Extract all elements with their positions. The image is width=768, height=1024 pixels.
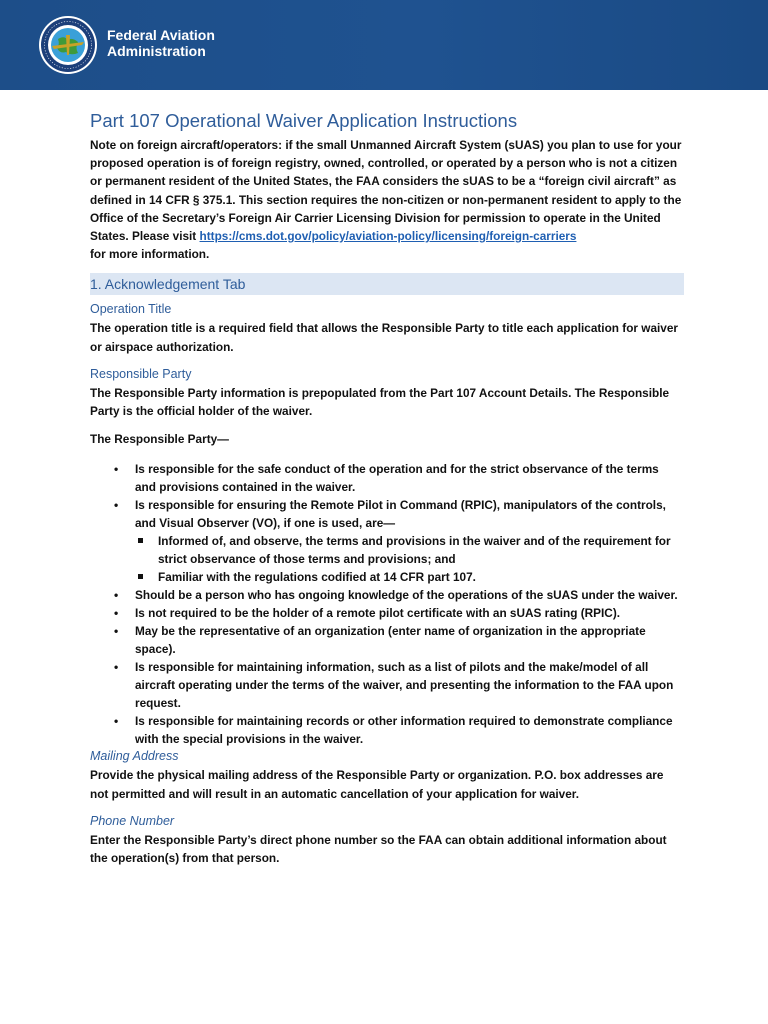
list-item: • Is responsible for maintaining information, such as a list of pilots and the make/model of all aircraft operating under the terms of the waiver, and presenting the information to the FAA upon request. bbox=[114, 660, 674, 711]
sub-list bbox=[135, 532, 682, 586]
square-bullet-icon bbox=[138, 538, 143, 543]
responsible-party-text: The Responsible Party information is prepopulated from the Part 107 Account Details. The Responsible Party is the official holder of the waiver. bbox=[90, 385, 670, 419]
bullet-icon: • bbox=[114, 606, 119, 621]
page-title: Part 107 Operational Waiver Application Instructions bbox=[90, 110, 518, 131]
mailing-address-heading: Mailing Address bbox=[90, 749, 179, 764]
agency-name-line1: Federal Aviation bbox=[107, 27, 215, 43]
sub-list-item: Familiar with the regulations codified at 14 CFR part 107. bbox=[135, 568, 682, 586]
bullet-icon: • bbox=[114, 462, 119, 477]
bullet-icon: • bbox=[114, 498, 119, 513]
foreign-carriers-link[interactable]: https://cms.dot.gov/policy/aviation-policy/licensing/foreign-carriers bbox=[199, 229, 577, 244]
phone-number-heading: Phone Number bbox=[90, 813, 175, 828]
note-tail: for more information. bbox=[90, 247, 210, 262]
agency-name-line2: Administration bbox=[107, 43, 206, 59]
bullet-icon: • bbox=[114, 660, 119, 675]
agency-name bbox=[107, 27, 215, 59]
list-item: • Is responsible for ensuring the Remote Pilot in Command (RPIC), manipulators of the controls, and Visual Observer (VO), if one is used, are— Informed of, and observe, the terms and provisions in the waiver and of the requirement for strict observance of those terms and provisions; and Familiar with the regulations codified at 14 CFR part 107. bbox=[112, 496, 682, 586]
foreign-aircraft-note bbox=[90, 136, 682, 263]
bullet-icon: • bbox=[114, 624, 119, 639]
faa-header-banner bbox=[0, 0, 768, 90]
phone-number-text: Enter the Responsible Party’s direct phone number so the FAA can obtain additional information about the operation(s) from that person. bbox=[90, 832, 667, 866]
list-item: • Is responsible for the safe conduct of the operation and for the strict observance of the terms and provisions contained in the waiver. bbox=[114, 462, 659, 495]
list-item: • Is responsible for maintaining records or other information required to demonstrate compliance with the special provisions in the waiver. bbox=[114, 714, 673, 747]
mailing-address-text: Provide the physical mailing address of the Responsible Party or organization. P.O. box addresses are not permitted and will result in an automatic cancellation of your application for waiver. bbox=[90, 768, 664, 801]
sub-list-item: Informed of, and observe, the terms and provisions in the waiver and of the requirement for strict observance of those terms and provisions; and bbox=[135, 532, 682, 568]
responsible-party-list bbox=[90, 460, 682, 748]
responsible-party-intro: The Responsible Party— bbox=[90, 432, 229, 447]
bullet-icon: • bbox=[114, 714, 119, 729]
faa-seal-icon bbox=[38, 15, 98, 75]
document-body bbox=[90, 108, 682, 867]
section-heading-acknowledgement: 1. Acknowledgement Tab bbox=[90, 273, 684, 295]
operation-title-heading: Operation Title bbox=[90, 302, 172, 317]
bullet-icon: • bbox=[114, 588, 119, 603]
list-item: • Should be a person who has ongoing knowledge of the operations of the sUAS under the waiver. bbox=[114, 588, 678, 603]
list-item: • Is not required to be the holder of a remote pilot certificate with an sUAS rating (RPIC). bbox=[114, 606, 621, 621]
list-item: • May be the representative of an organization (enter name of organization in the appropriate space). bbox=[114, 624, 646, 657]
square-bullet-icon bbox=[138, 574, 143, 579]
note-text: Note on foreign aircraft/operators: if the small Unmanned Aircraft System (sUAS) you plan to use for your proposed operation is of foreign registry, owned, controlled, or operated by a person who is not a citizen or permanent resident of the United States, the FAA considers the sUAS to be a “foreign civil aircraft” as defined in 14 CFR § 375.1. This section requires the non-citizen or non-permanent resident to apply to the Office of the Secretary’s Foreign Air Carrier Licensing Division for permission to operate in the United States. Please visit bbox=[90, 138, 682, 244]
responsible-party-heading: Responsible Party bbox=[90, 366, 192, 381]
operation-title-text: The operation title is a required field that allows the Responsible Party to title each application for waiver or airspace authorization. bbox=[90, 321, 679, 354]
